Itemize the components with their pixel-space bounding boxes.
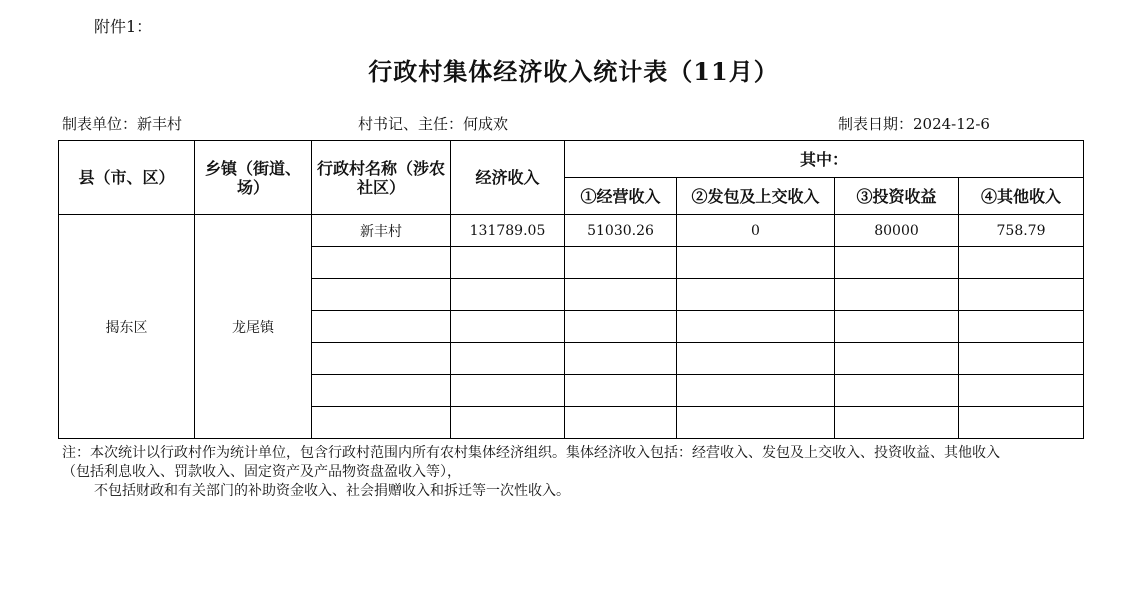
village-cell: [312, 343, 451, 375]
table-row: [59, 215, 1084, 247]
header-income: 经济收入: [451, 141, 565, 215]
investment-cell: [835, 247, 959, 279]
header-village: 行政村名称（涉农社区）: [312, 141, 451, 215]
header-town: 乡镇（街道、场）: [195, 141, 312, 215]
income-cell: [451, 279, 565, 311]
village-secretary: 村书记、主任：何成欢: [358, 115, 509, 133]
attachment-label: 附件1：: [94, 17, 153, 36]
investment-cell: [835, 311, 959, 343]
village-cell: [312, 279, 451, 311]
investment-cell: 80000: [835, 215, 959, 247]
footnote: [62, 444, 1082, 501]
village-cell: 新丰村: [312, 215, 451, 247]
village-cell: [312, 311, 451, 343]
contract-cell: [677, 311, 835, 343]
contract-cell: [677, 343, 835, 375]
contract-cell: [677, 279, 835, 311]
contract-cell: [677, 375, 835, 407]
income-cell: [451, 311, 565, 343]
village-cell: [312, 407, 451, 439]
contract-cell: [677, 407, 835, 439]
other-cell: [959, 375, 1084, 407]
header-contract-income: ②发包及上交收入: [677, 178, 835, 215]
footnote-line: 注：本次统计以行政村作为统计单位，包含行政村范围内所有农村集体经济组织。集体经济收入包括：经营收入、发包及上交收入、投资收益、其他收入: [62, 445, 1000, 461]
other-cell: [959, 343, 1084, 375]
operating-cell: [565, 247, 677, 279]
header-among: 其中：: [565, 141, 1084, 178]
header-investment-income: ③投资收益: [835, 178, 959, 215]
investment-cell: [835, 279, 959, 311]
village-cell: [312, 247, 451, 279]
other-cell: [959, 311, 1084, 343]
operating-cell: [565, 279, 677, 311]
operating-cell: [565, 375, 677, 407]
investment-cell: [835, 407, 959, 439]
income-cell: [451, 407, 565, 439]
operating-cell: [565, 343, 677, 375]
investment-cell: [835, 375, 959, 407]
contract-cell: [677, 247, 835, 279]
village-cell: [312, 375, 451, 407]
income-cell: [451, 343, 565, 375]
page-title: 行政村集体经济收入统计表（11月）: [368, 57, 779, 86]
town-cell: 龙尾镇: [195, 215, 312, 439]
other-cell: [959, 247, 1084, 279]
income-cell: [451, 375, 565, 407]
header-county: 县（市、区）: [59, 141, 195, 215]
operating-cell: 51030.26: [565, 215, 677, 247]
investment-cell: [835, 343, 959, 375]
county-cell: 揭东区: [59, 215, 195, 439]
compile-date: 制表日期：2024-12-6: [838, 115, 990, 133]
operating-cell: [565, 407, 677, 439]
header-other-income: ④其他收入: [959, 178, 1084, 215]
footnote-line: 不包括财政和有关部门的补助资金收入、社会捐赠收入和拆迁等一次性收入。: [94, 483, 570, 499]
operating-cell: [565, 311, 677, 343]
other-cell: [959, 407, 1084, 439]
contract-cell: 0: [677, 215, 835, 247]
income-cell: [451, 247, 565, 279]
compiling-unit: 制表单位：新丰村: [62, 115, 183, 133]
other-cell: 758.79: [959, 215, 1084, 247]
income-cell: 131789.05: [451, 215, 565, 247]
header-operating-income: ①经营收入: [565, 178, 677, 215]
income-statistics-table: [58, 140, 1084, 439]
footnote-line: （包括利息收入、罚款收入、固定资产及产品物资盘盈收入等），: [62, 464, 461, 480]
other-cell: [959, 279, 1084, 311]
